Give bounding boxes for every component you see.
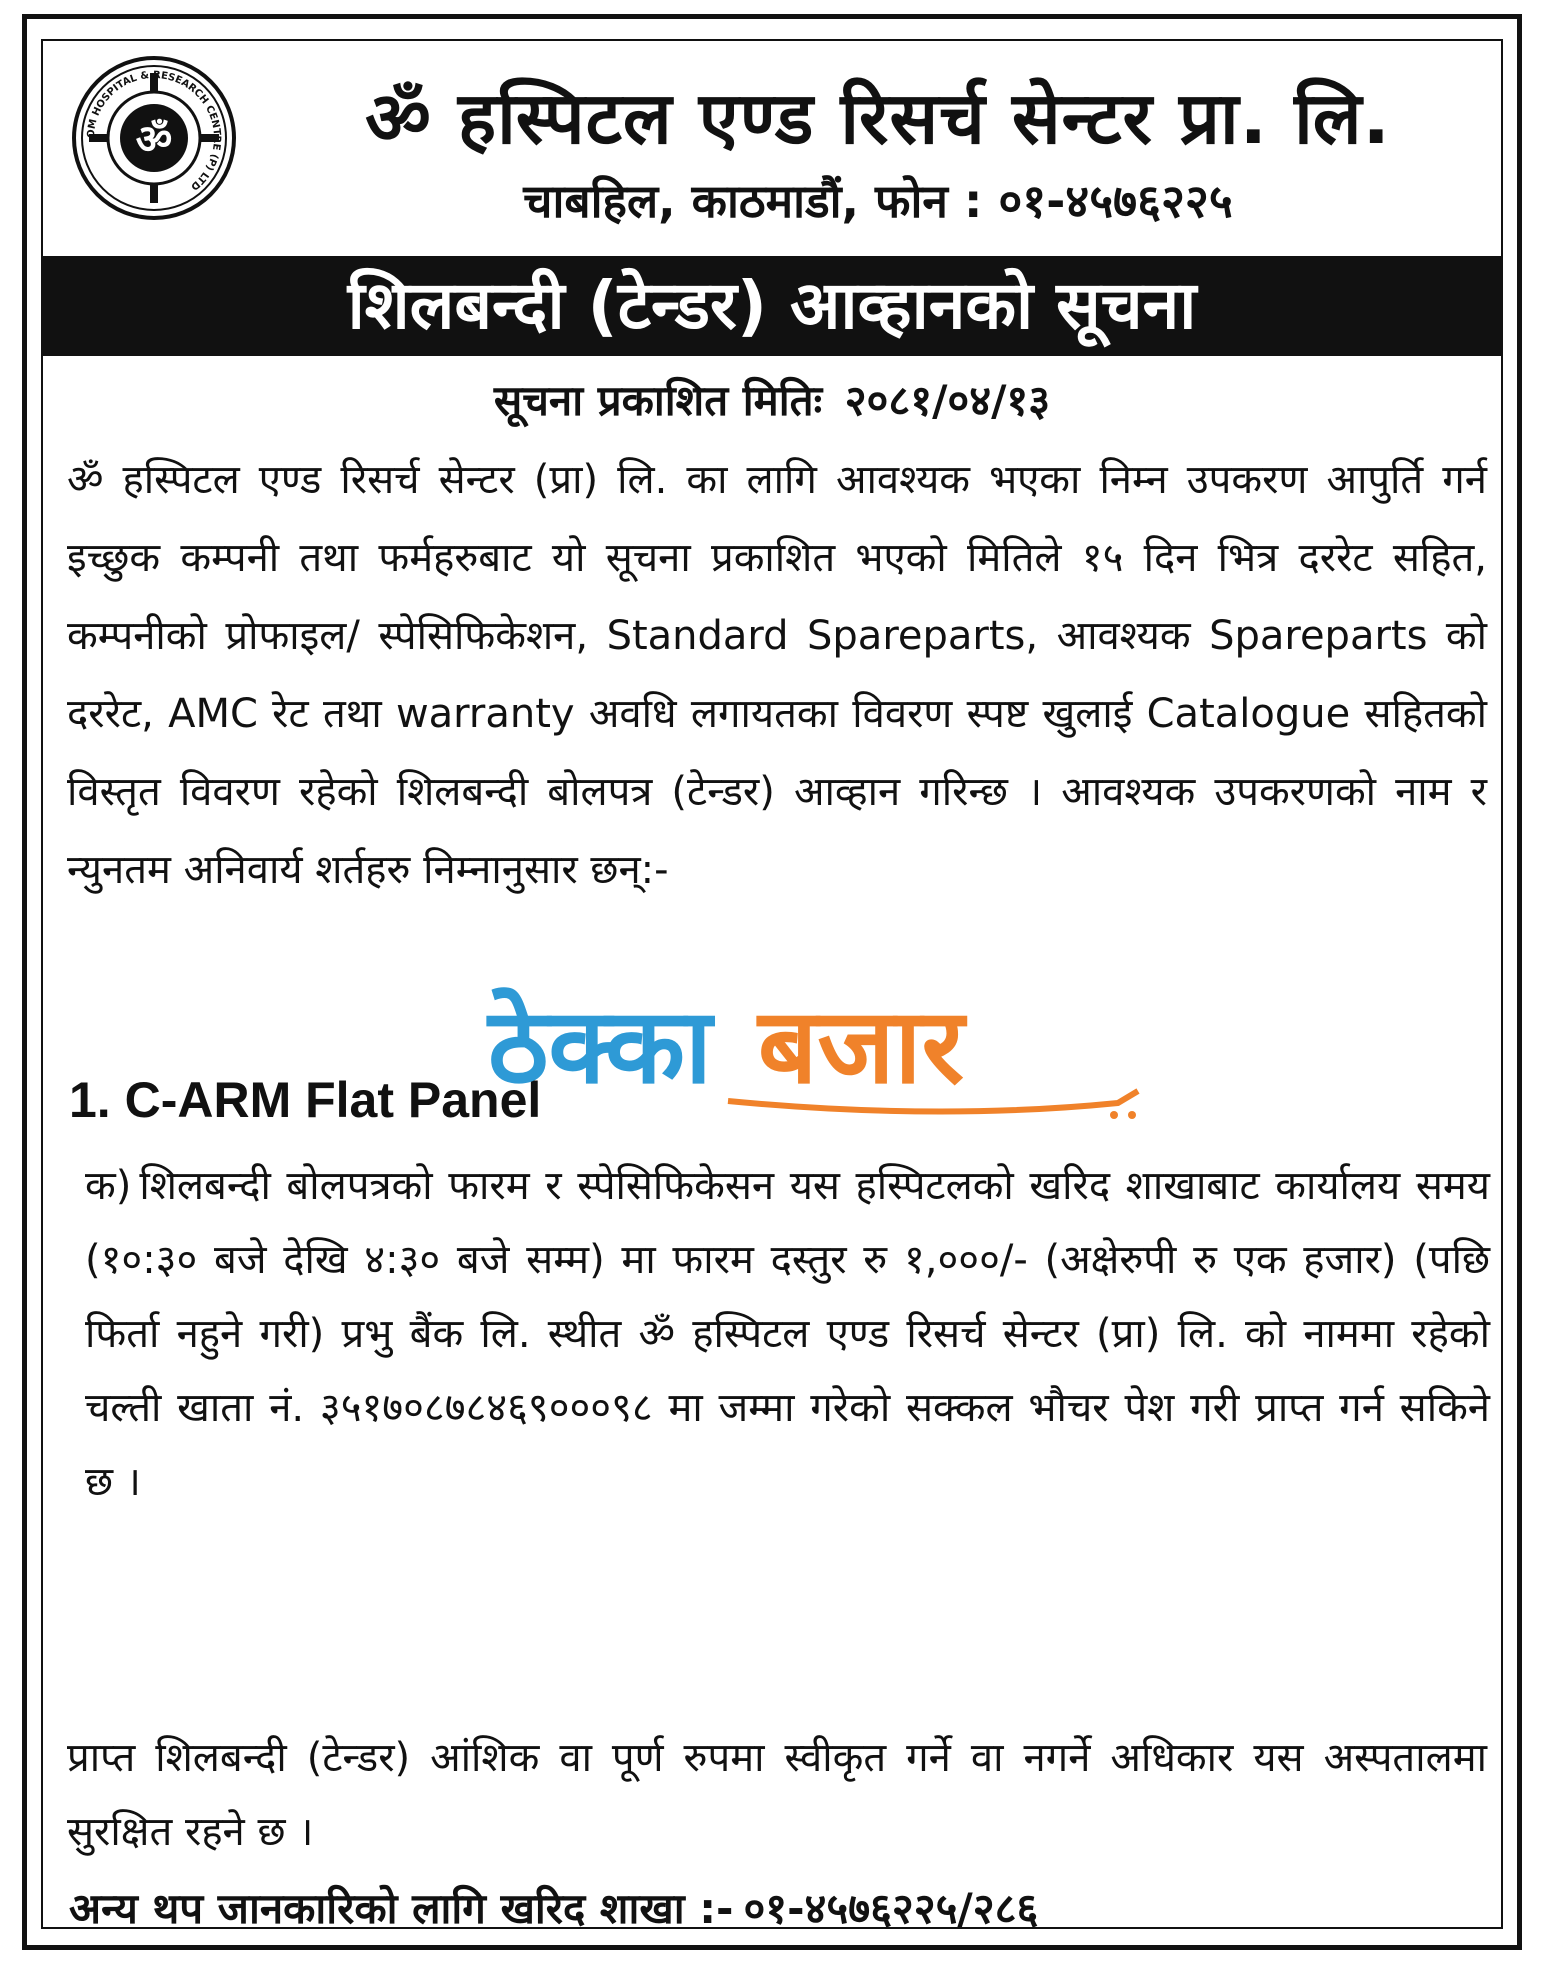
watermark-swoosh-icon [718,1081,1158,1121]
organization-name: ॐ हस्पिटल एण्ड रिसर्च सेन्टर प्रा. लि. [365,76,1391,160]
condition-marker: क) [85,1163,132,1209]
contact-label: अन्य थप जानकारिको लागि खरिद शाखा :- [69,1884,734,1933]
contact-line [69,1879,1048,1936]
publication-date-line [43,371,1501,428]
thekka-bazar-watermark [488,981,1168,1131]
intro-paragraph: ॐ हस्पिटल एण्ड रिसर्च सेन्टर (प्रा) लि. का लागि आवश्यक भएका निम्न उपकरण आपुर्ति गर्न इच्छुक कम्पनी तथा फर्महरुबाट यो सूचना प्रकाशित भएको मितिले १५ दिन भित्र दररेट सहित, कम्पनीको प्रोफाइल/ स्पेसिफिकेशन, Standard Spareparts, आवश्यक Spareparts को दररेट, AMC रेट तथा warranty अवधि लगायतका विवरण स्पष्ट खुलाई Catalogue सहितको विस्तृत विवरण रहेको शिलबन्दी बोलपत्र (टेन्डर) आव्हान गरिन्छ । आवश्यक उपकरणको नाम र न्युनतम अनिवार्य शर्तहरु निम्नानुसार छन्:- [67,457,1487,893]
notice-title: शिलबन्दी (टेन्डर) आव्हानको सूचना [347,267,1197,344]
notice-inner-border [41,39,1503,1933]
title-banner [43,256,1501,356]
organization-address: चाबहिल, काठमाडौं, फोन : ०१-४५७६२२५ [523,174,1233,228]
condition-text: शिलबन्दी बोलपत्रको फारम र स्पेसिफिकेसन यस हस्पिटलको खरिद शाखाबाट कार्यालय समय (१०:३० बजे देखि ४:३० बजे सम्म) मा फारम दस्तुर रु १,०००/- (अक्षेरुपी रु एक हजार) (पछि फिर्ता नहुने गरी) प्रभु बैंक लि. स्थीत ॐ हस्पिटल एण्ड रिसर्च सेन्टर (प्रा) लि. को नाममा रहेको चल्ती खाता नं. ३५१७०८७८४६९०००९८ मा जम्मा गरेको सक्कल भौचर पेश गरी प्राप्त गर्न सकिने छ । [85,1163,1490,1505]
publication-date-label: सूचना प्रकाशित मितिः [493,376,823,425]
item-heading: 1. C-ARM Flat Panel [69,1072,542,1128]
seal-text: OM HOSPITAL & RESEARCH CENTRE (P) LTD [85,69,223,193]
item-condition [85,1149,1490,1519]
contact-phone: ०१-४५७६२२५/२८६ [743,1884,1039,1933]
om-hospital-seal-icon [69,53,239,223]
svg-text:ॐ: ॐ [135,117,173,163]
watermark-part1: ठेक्का [488,985,712,1107]
closing-paragraph: प्राप्त शिलबन्दी (टेन्डर) आंशिक वा पूर्ण रुपमा स्वीकृत गर्ने वा नगर्ने अधिकार यस अस्पतालमा सुरक्षित रहने छ । [67,1735,1487,1855]
tender-notice [22,14,1522,1950]
publication-date: २०८१/०४/१३ [844,376,1051,425]
watermark-part2: बजार [758,985,965,1107]
